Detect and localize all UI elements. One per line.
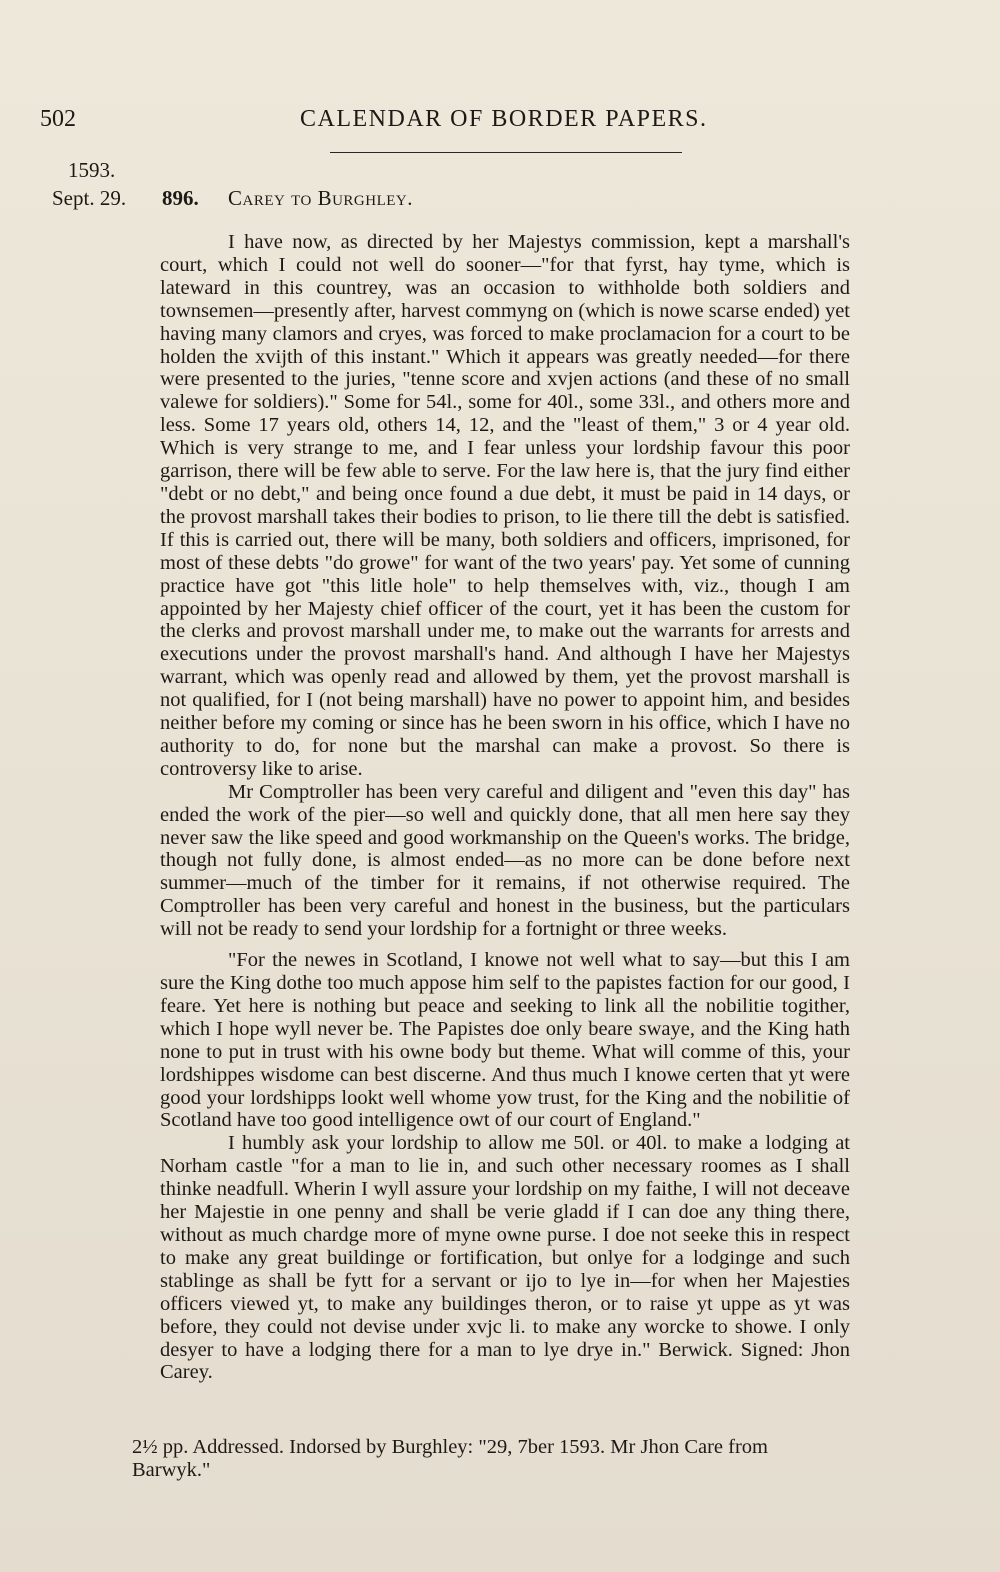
- paragraph-1: I have now, as directed by her Majestys commission, kept a marshall's court, which I could not well do sooner—"for that fyrst, hay tyme, which is lateward in this countrey, was an occasion to withholde both soldiers and townsemen—presently after, harvest commyng on (which is nowe scarse ended) yet having many clamors and cryes, was forced to make proclamacion for a court to be holden the xvijth of this instant." Which it appears was greatly needed—for there were presented to the juries, "tenne score and xvjen actions (and these of no small valewe for soldiers)." Some for 54l., some for 40l., some 33l., and others more and less. Some 17 years old, others 14, 12, and the "least of them," 3 or 4 year old. Which is very strange to me, and I fear unless your lordship favour this poor garrison, there will be few able to serve. For the law here is, that the jury find either "debt or no debt," and being once found a due debt, it must be paid in 14 days, or the provost marshall takes their bodies to prison, to lie there till the debt is satisfied. If this is carried out, there will be many, both soldiers and officers, imprisoned, for most of these debts "do growe" for want of the two years' pay. Yet some of cunning practice have got "this litle hole" to help themselves with, viz., though I am appointed by her Majesty chief officer of the court, yet it has been the custom for the clerks and provost marshall under me, to make out the warrants for arrests and executions under the provost marshall's hand. And although I have her Majestys warrant, which was openly read and allowed by them, yet the provost marshall is not qualified, for I (not being marshall) have no power to appoint him, and besides neither before my coming or since has he been sworn in his office, which I have no authority to do, for none but the marshal can make a provost. So there is controversy like to arise.: [160, 231, 850, 780]
- page-number: 502: [40, 106, 76, 132]
- entry-year: 1593.: [68, 158, 116, 182]
- paragraph-2: Mr Comptroller has been very careful and diligent and "even this day" has ended the work of the pier—so well and quickly done, that all men here say they never saw the like speed and good workmanship on the Queen's works. The bridge, though not fully done, is almost ended—as no more can be done before next summer—much of the timber for it remains, if not otherwise required. The Comptroller has been very careful and honest in the business, but the particulars will not be ready to send your lordship for a fortnight or three weeks.: [160, 780, 850, 941]
- paragraph-4: I humbly ask your lordship to allow me 50l. or 40l. to make a lodging at Norham castle "for a man to lie in, and such other necessary roomes as I shall thinke neadfull. Wherin I wyll assure your lordship on my faithe, I will not deceave her Majestie in one penny and shall be verie gladd if I can doe any thing there, without as much chardge more of myne owne purse. I doe not seeke this in respect to make any great buildinge or fortification, but onlye for a lodginge and such stablinge as shall be fytt for a servant or ijo to lye in—for when her Majesties officers viewed yt, to make any buildinges theron, or to raise yt uppe as yt was before, they could not devise under xvjc li. to make any worcke to showe. I only desyer to have a lodging there for a man to lye drye in." Berwick. Signed: Jhon Carey.: [160, 1132, 850, 1384]
- endorsement-note: 2½ pp. Addressed. Indorsed by Burghley: "29, 7ber 1593. Mr Jhon Care from Barwyk.": [132, 1436, 769, 1481]
- entry-title: Carey to Burghley.: [228, 186, 413, 210]
- entry-number: 896.: [162, 186, 199, 210]
- letter-body: [160, 231, 850, 1384]
- running-title: CALENDAR OF BORDER PAPERS.: [300, 106, 708, 132]
- entry-date: Sept. 29.: [52, 186, 127, 210]
- paragraph-3: "For the newes in Scotland, I knowe not well what to say—but this I am sure the King dothe too much appose him self to the papistes faction for our good, I feare. Yet here is nothing but peace and seeking to link all the nobilitie togither, which I hope wyll never be. The Papistes doe only beare swaye, and the King hath none to put in trust with his owne body but theme. What will comme of this, your lordshippes wisdome can best discerne. And thus much I knowe certen that yt were good your lordshipps lookt well whome yow trust, for the King and the nobilitie of Scotland have too good intelligence owt of our court of England.": [160, 949, 850, 1132]
- header-rule: [330, 152, 682, 153]
